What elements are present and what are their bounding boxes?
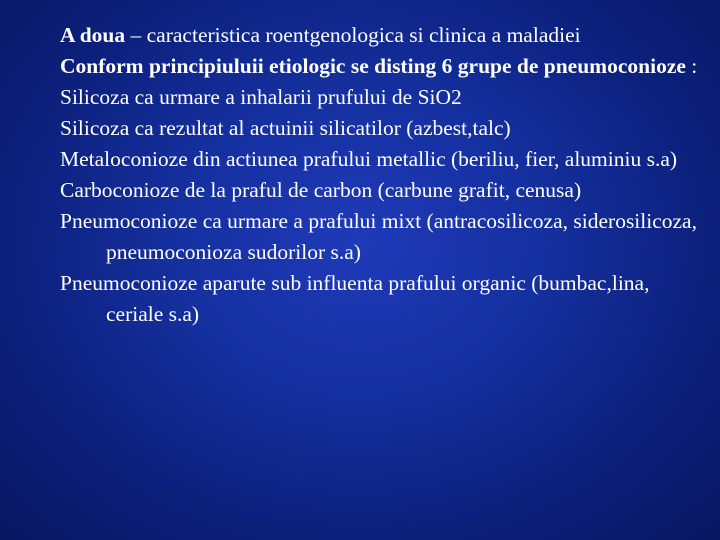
list-item: Pneumoconioze aparute sub influenta prafului organic (bumbac,lina, ceriale s.a) — [60, 271, 650, 326]
list-item: Carboconioze de la praful de carbon (carbune grafit, cenusa) — [60, 178, 582, 202]
heading-text: – caracteristica roentgenologica si clinica a maladiei — [125, 23, 581, 47]
intro-bold-text: Conform principiuluii etiologic se disting 6 grupe de pneumoconioze — [60, 54, 686, 78]
list-item: Silicoza ca rezultat al actuinii silicatilor (azbest,talc) — [60, 116, 511, 140]
intro-paragraph — [60, 51, 706, 82]
heading-bold-text: A doua — [60, 23, 126, 47]
list-item: Pneumoconioze ca urmare a prafului mixt (antracosilicoza, siderosilicoza, pneumoconioza sudorilor s.a) — [60, 209, 697, 264]
list-item: Metaloconioze din actiunea prafului metallic (beriliu, fier, aluminiu s.a) — [60, 147, 678, 171]
list-item: Silicoza ca urmare a inhalarii prufului de SiO2 — [60, 85, 462, 109]
intro-text: : — [685, 54, 698, 78]
slide-content — [60, 20, 700, 330]
slide-heading — [60, 20, 700, 51]
